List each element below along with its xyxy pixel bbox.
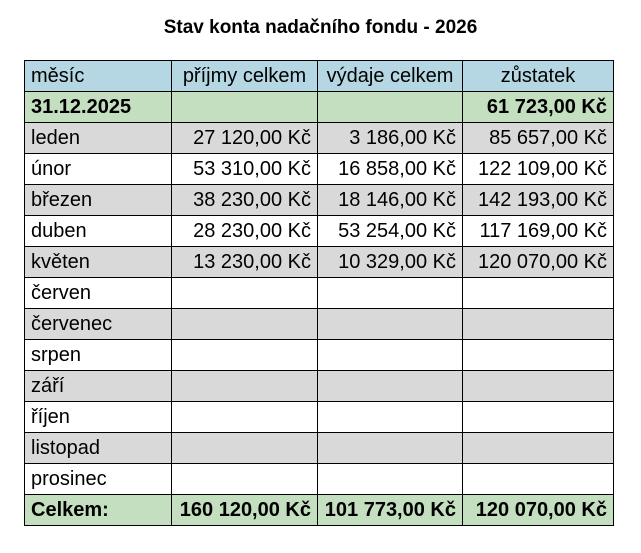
month-cell[interactable]: únor <box>25 154 172 185</box>
header-month[interactable]: měsíc <box>25 61 172 92</box>
expense-cell[interactable] <box>318 433 463 464</box>
balance-cell[interactable] <box>463 464 614 495</box>
expense-cell[interactable]: 18 146,00 Kč <box>318 185 463 216</box>
opening-income-cell[interactable] <box>172 92 318 123</box>
balance-cell[interactable]: 142 193,00 Kč <box>463 185 614 216</box>
expense-cell[interactable]: 16 858,00 Kč <box>318 154 463 185</box>
table-row <box>25 464 614 495</box>
month-cell[interactable]: květen <box>25 247 172 278</box>
income-cell[interactable] <box>172 402 318 433</box>
month-cell[interactable]: leden <box>25 123 172 154</box>
expense-cell[interactable]: 10 329,00 Kč <box>318 247 463 278</box>
expense-cell[interactable]: 53 254,00 Kč <box>318 216 463 247</box>
total-expense-cell[interactable]: 101 773,00 Kč <box>318 495 463 526</box>
balance-cell[interactable] <box>463 433 614 464</box>
income-cell[interactable] <box>172 433 318 464</box>
header-balance[interactable]: zůstatek <box>463 61 614 92</box>
month-cell[interactable]: listopad <box>25 433 172 464</box>
opening-balance-cell[interactable]: 61 723,00 Kč <box>463 92 614 123</box>
total-label-cell[interactable]: Celkem: <box>25 495 172 526</box>
income-cell[interactable] <box>172 309 318 340</box>
income-cell[interactable] <box>172 340 318 371</box>
balance-cell[interactable]: 85 657,00 Kč <box>463 123 614 154</box>
balance-cell[interactable]: 117 169,00 Kč <box>463 216 614 247</box>
expense-cell[interactable]: 3 186,00 Kč <box>318 123 463 154</box>
page-title: Stav konta nadačního fondu - 2026 <box>163 17 478 38</box>
income-cell[interactable] <box>172 371 318 402</box>
balance-cell[interactable]: 122 109,00 Kč <box>463 154 614 185</box>
expense-cell[interactable] <box>318 309 463 340</box>
expense-cell[interactable] <box>318 464 463 495</box>
balance-cell[interactable] <box>463 371 614 402</box>
month-cell[interactable]: červen <box>25 278 172 309</box>
month-cell[interactable]: srpen <box>25 340 172 371</box>
table-row <box>25 402 614 433</box>
table-row <box>25 309 614 340</box>
table-row <box>25 216 614 247</box>
balance-cell[interactable] <box>463 402 614 433</box>
opening-expense-cell[interactable] <box>318 92 463 123</box>
header-row <box>25 61 614 92</box>
income-cell[interactable] <box>172 464 318 495</box>
total-balance-cell[interactable]: 120 070,00 Kč <box>463 495 614 526</box>
month-cell[interactable]: červenec <box>25 309 172 340</box>
opening-balance-row <box>25 92 614 123</box>
header-expense[interactable]: výdaje celkem <box>318 61 463 92</box>
income-cell[interactable]: 38 230,00 Kč <box>172 185 318 216</box>
table-row <box>25 340 614 371</box>
income-cell[interactable]: 13 230,00 Kč <box>172 247 318 278</box>
balance-cell[interactable] <box>463 340 614 371</box>
income-cell[interactable] <box>172 278 318 309</box>
table-row <box>25 371 614 402</box>
expense-cell[interactable] <box>318 402 463 433</box>
opening-date-cell[interactable]: 31.12.2025 <box>25 92 172 123</box>
header-income[interactable]: příjmy celkem <box>172 61 318 92</box>
table-row <box>25 185 614 216</box>
month-cell[interactable]: říjen <box>25 402 172 433</box>
income-cell[interactable]: 53 310,00 Kč <box>172 154 318 185</box>
month-cell[interactable]: duben <box>25 216 172 247</box>
total-income-cell[interactable]: 160 120,00 Kč <box>172 495 318 526</box>
balance-cell[interactable] <box>463 278 614 309</box>
balance-cell[interactable] <box>463 309 614 340</box>
income-cell[interactable]: 28 230,00 Kč <box>172 216 318 247</box>
table-row <box>25 154 614 185</box>
table-row <box>25 247 614 278</box>
income-cell[interactable]: 27 120,00 Kč <box>172 123 318 154</box>
account-table <box>24 60 614 526</box>
month-cell[interactable]: září <box>25 371 172 402</box>
expense-cell[interactable] <box>318 340 463 371</box>
table-row <box>25 123 614 154</box>
balance-cell[interactable]: 120 070,00 Kč <box>463 247 614 278</box>
table-row <box>25 278 614 309</box>
expense-cell[interactable] <box>318 371 463 402</box>
expense-cell[interactable] <box>318 278 463 309</box>
month-cell[interactable]: prosinec <box>25 464 172 495</box>
month-cell[interactable]: březen <box>25 185 172 216</box>
total-row <box>25 495 614 526</box>
table-row <box>25 433 614 464</box>
